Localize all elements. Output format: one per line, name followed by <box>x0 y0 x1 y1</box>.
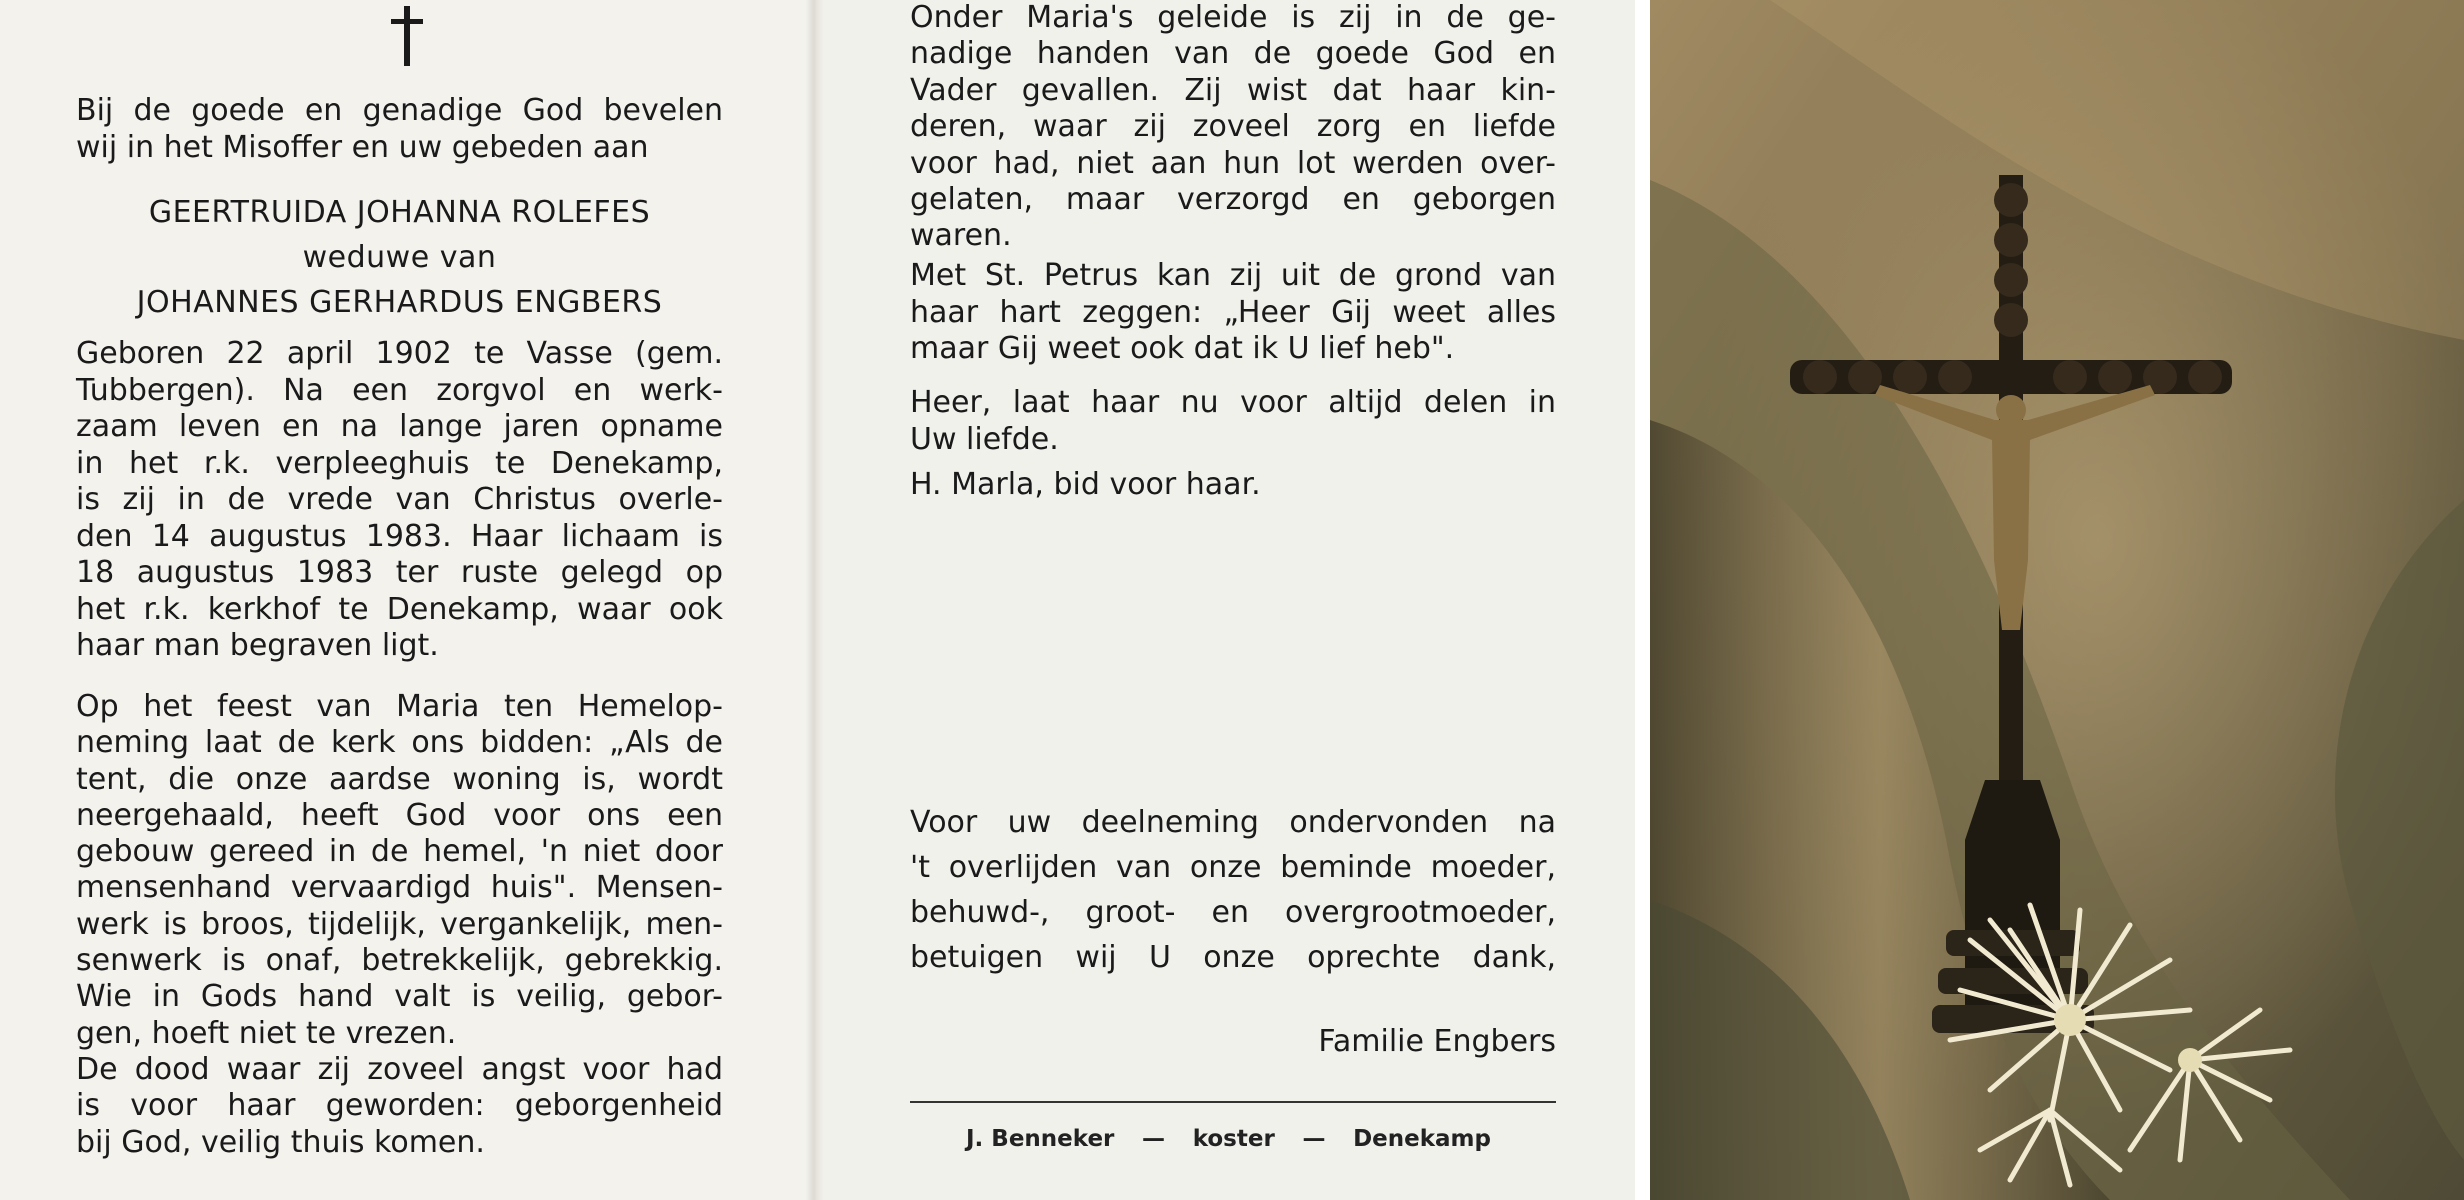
feast-prayer-text: Op het feest van Maria ten Hemelop- neming laat de kerk ons bidden: „Als de tent, die onze aardse woning is, wordt neergehaald, heeft God voor ons een gebouw gereed in de hemel, 'n niet door mensenhand vervaardigd huis". Mensen- werk is broos, tijdelijk, vergankelijk, men- senwerk is onaf, betrekkelijk, gebrekkig. Wie in Gods hand valt is veilig, gebor- gen, hoeft niet te vrezen. De dood waar zij zoveel angst voor had is voor haar geworden: geborgenheid bij God, veilig thuis komen. <box>76 689 723 1160</box>
petrus-paragraph: Met St. Petrus kan zij uit de grond van haar hart zeggen: „Heer Gij weet alles maar Gij weet ook dat ik U lief heb". <box>910 258 1556 366</box>
closing-prayer: H. Marla, bid voor haar. <box>910 467 1261 502</box>
card-left-panel <box>0 0 815 1200</box>
deceased-names <box>76 190 723 325</box>
maria-paragraph: Onder Maria's geleide is zij in de ge- nadige handen van de goede God en Vader gevallen. Zij wist dat haar kin- deren, waar zij zoveel zorg en liefde voor had, niet aan hun lot werden over- gelaten, maar verzorgd en geborgen waren. <box>910 0 1556 254</box>
crucifix-photo <box>1650 0 2464 1200</box>
cross-icon <box>387 4 427 68</box>
biography-text: Geboren 22 april 1902 te Vasse (gem. Tubbergen). Na een zorgvol en werk- zaam leven en na lange jaren opname in het r.k. verpleeghuis te Denekamp, is zij in de vrede van Christus overle- den 14 augustus 1983. Haar lichaam is 18 augustus 1983 ter ruste gelegd op het r.k. kerkhof te Denekamp, waar ook haar man begraven ligt. <box>76 336 723 663</box>
panel-gap <box>1635 0 1650 1200</box>
divider-line <box>910 1101 1556 1103</box>
crucifix-photo-panel <box>1650 0 2464 1200</box>
thanks-paragraph: Voor uw deelneming ondervonden na 't overlijden van onze beminde moeder, behuwd-, groot- en overgrootmoeder, betuigen wij U onze oprechte dank, <box>910 805 1556 975</box>
deceased-name: GEERTRUIDA JOHANNA ROLEFES <box>148 195 651 230</box>
printer-line: J. Benneker — koster — Denekamp <box>966 1126 1491 1152</box>
family-signature: Familie Engbers <box>1318 1024 1556 1059</box>
prayer-paragraph: Heer, laat haar nu voor altijd delen in Uw liefde. <box>910 385 1556 457</box>
intro-text: Bij de goede en genadige God bevelen wij in het Misoffer en uw gebeden aan <box>76 93 723 165</box>
fold-crease <box>806 0 824 1200</box>
relation-label: weduwe van <box>302 240 497 275</box>
husband-name: JOHANNES GERHARDUS ENGBERS <box>136 285 663 320</box>
